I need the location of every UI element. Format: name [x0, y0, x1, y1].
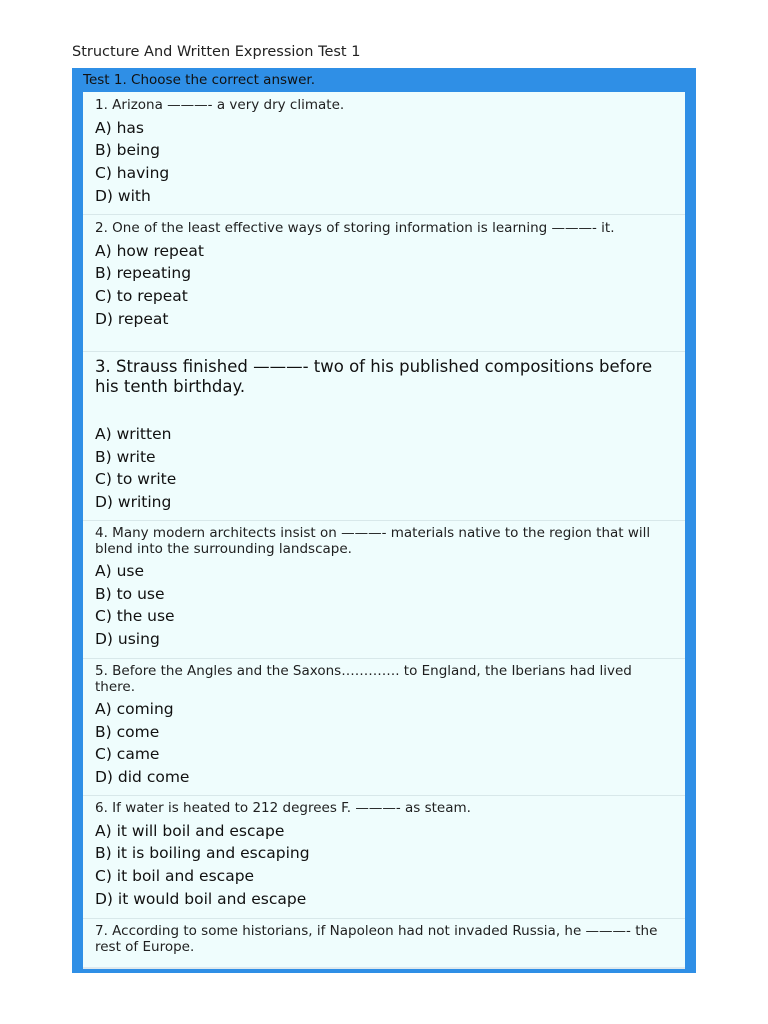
- question-stem: 3. Strauss finished ———- two of his published compositions before his tenth birthday.: [95, 357, 653, 396]
- answer-option-d[interactable]: D) using: [95, 630, 160, 649]
- answer-option-c[interactable]: C) the use: [95, 607, 175, 626]
- question-stem: 4. Many modern architects insist on ———- materials native to the region that will blend into the surrounding landscape.: [95, 525, 651, 557]
- question-7: [83, 919, 685, 969]
- question-6: [83, 796, 685, 919]
- document-title: Structure And Written Expression Test 1: [72, 44, 361, 60]
- answer-option-d[interactable]: D) repeat: [95, 309, 169, 328]
- answer-option-d[interactable]: D) it would boil and escape: [95, 889, 307, 908]
- test-panel: [72, 68, 696, 973]
- answer-option-a[interactable]: A) it will boil and escape: [95, 821, 285, 840]
- answer-options: [95, 117, 673, 208]
- answer-options: [95, 698, 673, 789]
- answer-option-d[interactable]: D) writing: [95, 493, 172, 512]
- answer-option-b[interactable]: B) it is boiling and escaping: [95, 844, 310, 863]
- question-5: [83, 659, 685, 796]
- answer-options: [95, 423, 673, 514]
- question-3: [83, 352, 685, 521]
- answer-option-c[interactable]: C) to write: [95, 470, 177, 489]
- answer-option-a[interactable]: A) has: [95, 118, 144, 137]
- question-2: [83, 215, 685, 352]
- answer-option-d[interactable]: D) did come: [95, 768, 190, 787]
- answer-option-c[interactable]: C) to repeat: [95, 286, 188, 305]
- question-1: [83, 92, 685, 215]
- answer-option-b[interactable]: B) to use: [95, 584, 165, 603]
- answer-option-b[interactable]: B) come: [95, 722, 160, 741]
- question-stem: 5. Before the Angles and the Saxons…………. to England, the Iberians had lived there.: [95, 663, 632, 695]
- question-stem: 7. According to some historians, if Napoleon had not invaded Russia, he ———- the rest of Europe.: [95, 923, 658, 955]
- answer-option-a[interactable]: A) how repeat: [95, 241, 205, 260]
- question-stem: 1. Arizona ———- a very dry climate.: [95, 97, 345, 113]
- answer-option-a[interactable]: A) written: [95, 425, 172, 443]
- answer-options: [95, 820, 673, 911]
- answer-options: [95, 560, 673, 651]
- answer-option-b[interactable]: B) being: [95, 141, 160, 160]
- answer-option-c[interactable]: C) came: [95, 745, 160, 764]
- answer-option-c[interactable]: C) it boil and escape: [95, 866, 255, 885]
- answer-option-a[interactable]: A) coming: [95, 700, 174, 718]
- answer-options: [95, 240, 673, 331]
- answer-option-a[interactable]: A) use: [95, 562, 145, 580]
- question-stem: 6. If water is heated to 212 degrees F. ———- as steam.: [95, 800, 471, 816]
- answer-option-d[interactable]: D) with: [95, 186, 151, 205]
- question-list: [83, 92, 685, 969]
- test-instructions: Test 1. Choose the correct answer.: [83, 72, 315, 88]
- question-4: [83, 521, 685, 659]
- answer-option-b[interactable]: B) repeating: [95, 264, 192, 283]
- answer-option-c[interactable]: C) having: [95, 163, 170, 182]
- answer-option-b[interactable]: B) write: [95, 447, 156, 466]
- question-stem: 2. One of the least effective ways of storing information is learning ———- it.: [95, 220, 615, 236]
